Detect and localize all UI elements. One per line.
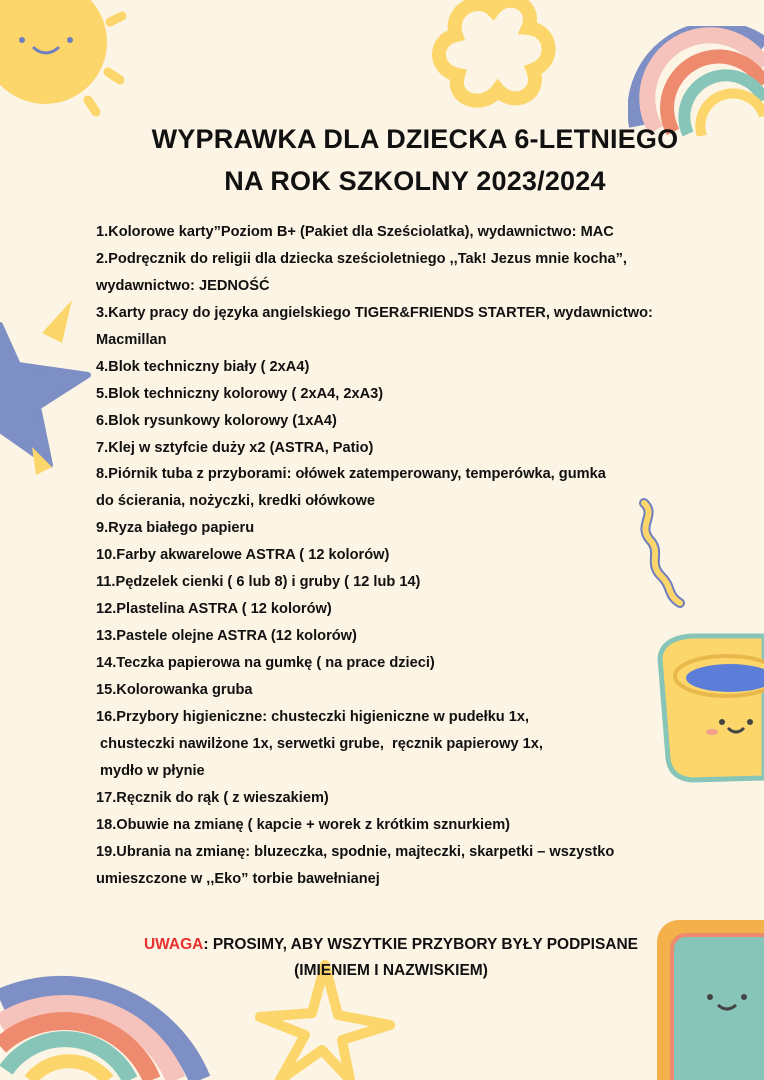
list-item bbox=[96, 785, 716, 812]
note-text: : PROSIMY, ABY WSZYTKIE PRZYBORY BYŁY PODPISANE bbox=[203, 936, 639, 953]
list-item-line: 8.Piórnik tuba z przyborami: ołówek zatemperowany, temperówka, gumka bbox=[96, 466, 606, 483]
list-item bbox=[96, 596, 716, 623]
list-item-line: 14.Teczka papierowa na gumkę ( na prace dzieci) bbox=[96, 655, 435, 671]
title-line-2: NA ROK SZKOLNY 2023/2024 bbox=[224, 166, 606, 196]
list-item bbox=[96, 515, 716, 542]
list-item-line: 19.Ubrania na zmianę: bluzeczka, spodnie, majteczki, skarpetki – wszystko bbox=[96, 843, 615, 860]
list-item-line: 3.Karty pracy do języka angielskiego TIGER&FRIENDS STARTER, wydawnictwo: bbox=[96, 304, 653, 321]
list-item bbox=[96, 677, 716, 704]
title-line-1: WYPRAWKA DLA DZIECKA 6-LETNIEGO bbox=[151, 124, 679, 154]
list-item bbox=[96, 435, 716, 462]
star-illustration bbox=[0, 295, 95, 480]
list-item bbox=[96, 704, 716, 785]
list-item-line: wydawnictwo: JEDNOŚĆ bbox=[96, 277, 270, 294]
list-item-line: 5.Blok techniczny kolorowy ( 2xA4, 2xA3) bbox=[96, 385, 384, 402]
list-item-line: 11.Pędzelek cienki ( 6 lub 8) i gruby ( 12 lub 14) bbox=[96, 574, 421, 591]
list-item bbox=[96, 812, 716, 839]
list-item bbox=[96, 219, 716, 246]
list-item-line: 13.Pastele olejne ASTRA (12 kolorów) bbox=[96, 628, 357, 645]
list-item-line: 2.Podręcznik do religii dla dziecka sześcioletniego ,,Tak! Jezus mnie kocha”, bbox=[96, 250, 627, 267]
list-item bbox=[96, 354, 716, 381]
list-item-line: Macmillan bbox=[96, 331, 167, 348]
list-item-line: 18.Obuwie na zmianę ( kapcie + worek z krótkim sznurkiem) bbox=[96, 816, 511, 833]
list-item-line: 7.Klej w sztyfcie duży x2 (ASTRA, Patio) bbox=[96, 439, 374, 456]
note-line-1 bbox=[18, 932, 764, 958]
list-item bbox=[96, 408, 716, 435]
list-item bbox=[96, 461, 716, 515]
sun-illustration bbox=[0, 0, 130, 120]
list-item bbox=[96, 542, 716, 569]
list-item bbox=[96, 569, 716, 596]
note bbox=[0, 932, 764, 984]
list-item-line: 4.Blok techniczny biały ( 2xA4) bbox=[96, 358, 310, 375]
list-item-line: chusteczki nawilżone 1x, serwetki grube, ręcznik papierowy 1x, bbox=[96, 735, 543, 752]
list-item-line: 12.Plastelina ASTRA ( 12 kolorów) bbox=[96, 601, 332, 618]
list-item bbox=[96, 246, 716, 300]
flower-outline-illustration bbox=[428, 0, 558, 110]
note-line-2: (IMIENIEM I NAZWISKIEM) bbox=[294, 962, 488, 979]
list-item bbox=[96, 300, 716, 354]
list-item bbox=[96, 650, 716, 677]
list-item-line: 1.Kolorowe karty”Poziom B+ (Pakiet dla Sześciolatka), wydawnictwo: MAC bbox=[96, 224, 614, 240]
list-item-line: umieszczone w ,,Eko” torbie bawełnianej bbox=[96, 870, 380, 887]
list-item-line: mydło w płynie bbox=[96, 762, 205, 779]
list-item-line: 16.Przybory higieniczne: chusteczki higieniczne w pudełku 1x, bbox=[96, 708, 530, 725]
list-item-line: do ścierania, nożyczki, kredki ołówkowe bbox=[96, 493, 375, 510]
supply-list bbox=[96, 219, 716, 892]
list-item bbox=[96, 623, 716, 650]
list-item-line: 6.Blok rysunkowy kolorowy (1xA4) bbox=[96, 412, 337, 429]
page-title bbox=[0, 118, 764, 202]
list-item-line: 15.Kolorowanka gruba bbox=[96, 681, 253, 698]
note-label: UWAGA bbox=[143, 936, 204, 953]
list-item bbox=[96, 381, 716, 408]
list-item-line: 10.Farby akwarelowe ASTRA ( 12 kolorów) bbox=[96, 547, 390, 564]
list-item bbox=[96, 839, 716, 893]
list-item-line: 9.Ryza białego papieru bbox=[96, 520, 255, 537]
list-item-line: 17.Ręcznik do rąk ( z wieszakiem) bbox=[96, 789, 329, 806]
